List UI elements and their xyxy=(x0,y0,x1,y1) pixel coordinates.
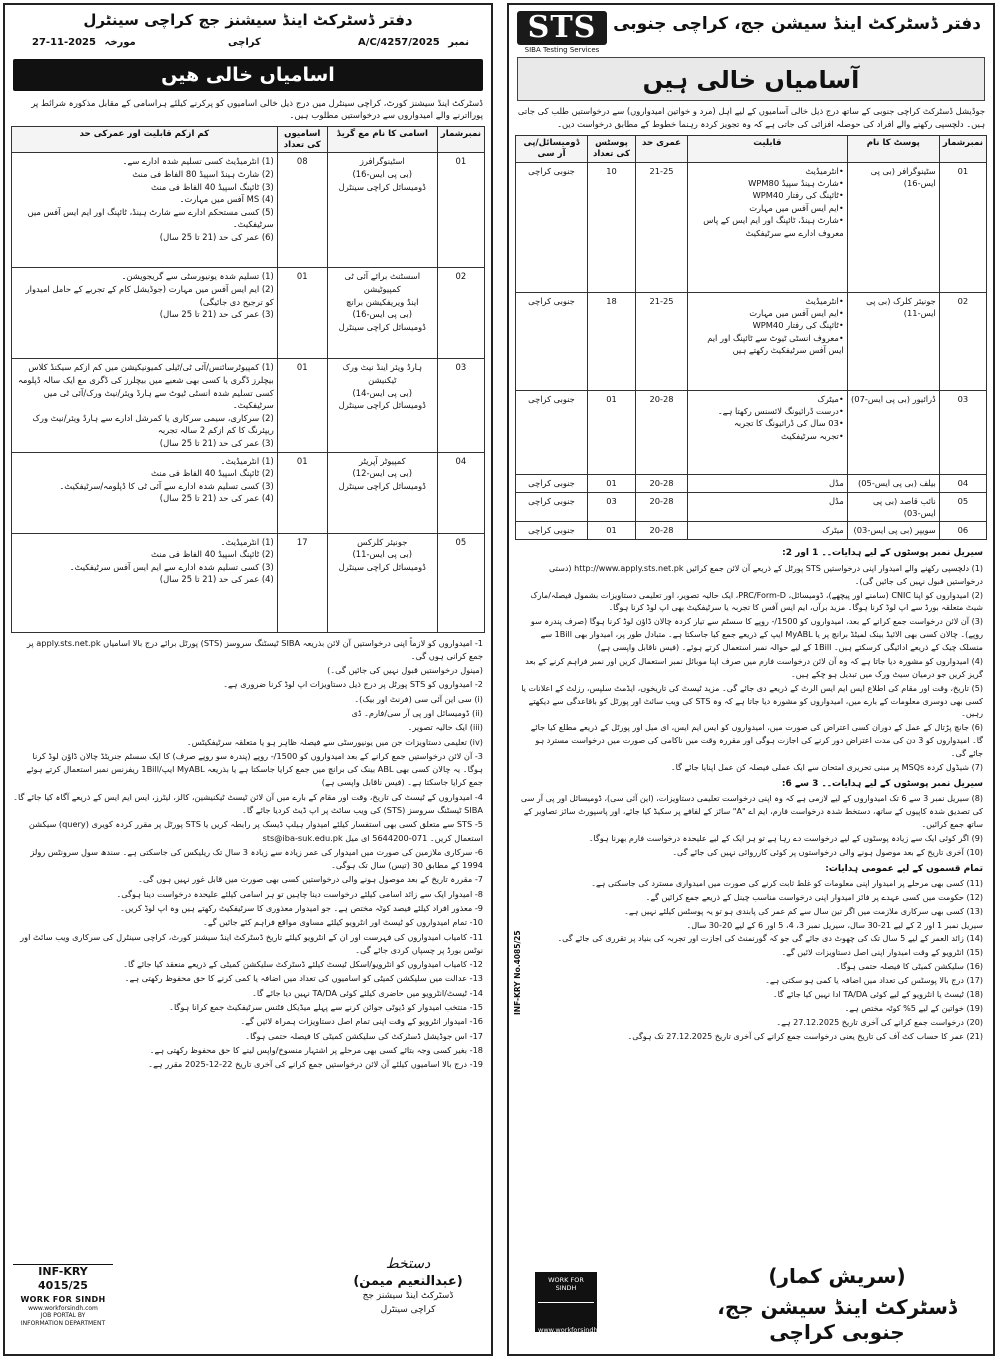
requirements-cell xyxy=(12,153,278,268)
post-cell: سویپر (بی پی ایس-03) xyxy=(847,522,939,540)
qualification-line: •ٹائپنگ کی رفتار WPM40 xyxy=(752,320,844,331)
instruction-item: 5- STS سے متعلق کسی بھی استفسار کیلئے امیدوار ہیلپ ڈیسک پر رابطہ کریں یا STS پورٹل پر مقرر کردہ کویری (query) سیکشن استعمال کریں۔ 071-5644200 ای میل sts@iba-suk.edu.pk xyxy=(28,819,483,843)
instruction-item: 16- امیدوار انٹرویو کے وقت اپنی تمام اصل دستاویزات ہمراہ لائیں گے۔ xyxy=(240,1016,483,1027)
post-line: ڈومیسائل کراچی سینٹرل xyxy=(338,400,426,411)
signatory-designation-1: ڈسٹرکٹ اینڈ سیشنز جج xyxy=(362,1291,454,1302)
signature-block xyxy=(333,1256,483,1317)
signatory-name: (سریش کمار) xyxy=(768,1264,906,1288)
instruction-item: (13) کسی بھی سرکاری ملازمت میں اگر تین سال سے کم عمر کی پابندی ہو تو یہ پوسٹس کیلئے نہیں ہے۔ xyxy=(624,906,983,916)
instruction-item: (6) جانچ پڑتال کے عمل کے دوران کسی اعتراض کی صورت میں، امیدواروں کو ایس ایم ایس، ای میل اور پورٹل کے ذریعے مطلع کیا جائے گا۔ امیدواروں کو 3 دن کی مدت اعتراض دور کرنے کی اجازت ہوگی اور مقررہ وقت میں ناکامی کی صورت میں درخواست مسترد ہو جائے گی۔ xyxy=(530,723,983,759)
qualification-line: •شارٹ ہینڈ، ٹائپنگ اور ایم ایس کے پاس معروف ادارے سے سرٹیفکیٹ xyxy=(703,215,844,238)
post-cell xyxy=(327,359,437,452)
post-line: (بی پی ایس-12) xyxy=(352,468,413,479)
age-cell: 20-28 xyxy=(636,474,688,492)
requirement-line: (1) تسلیم شدہ یونیورسٹی سے گریجویشن۔ xyxy=(121,271,274,282)
requirement-line: (4) عمر کی حد (21 تا 25 سال) xyxy=(159,493,274,504)
instruction-item: (i) سی این آئی سی (فرنٹ اور بیک)۔ xyxy=(354,693,483,704)
signature-block xyxy=(687,1264,987,1345)
instruction-section-title: سیریل نمبر پوسٹوں کے لیے ہدایات۔۔ 3 سے 6: xyxy=(781,778,983,789)
instruction-item: 10- تمام امیدواروں کو ٹیسٹ اور انٹرویو کیلئے مساوی مواقع فراہم کئے جائیں گے۔ xyxy=(203,917,483,928)
instruction-item: (1) دلچسپی رکھنے والے امیدوار اپنی درخواستیں STS پورٹل کے ذریعے آن لائن جمع کرائیں http://www.apply.sts.net.pk (دستی درخواستیں قبول نہیں کی جائیں گی)۔ xyxy=(548,563,983,586)
header-posts: پوسٹس کی تعداد xyxy=(588,136,636,162)
instruction-item: 6- سرکاری ملازمین کی صورت میں امیدوار کی عمر زیادہ سے زیادہ 3 سال تک ریلیکس کی جاسکتی ہے۔ سندھ سول سرونٹس رولز 1994 کے مطابق 30 (تیس) سال تک ہوگی۔ xyxy=(30,846,483,871)
qualification-line: •انٹرمیڈیٹ xyxy=(805,295,844,306)
header-qualification: قابلیت xyxy=(688,136,848,162)
city: کراچی xyxy=(228,36,261,48)
instruction-section-title: تمام قسموں کے لیے عمومی ہدایات: xyxy=(825,863,983,874)
instruction-item: 18- بغیر کسی وجہ بتائے کسی بھی مرحلے پر اشتہار منسوخ/واپس لینے کا حق محفوظ رکھتی ہے۔ xyxy=(149,1044,483,1055)
posts-cell: 10 xyxy=(588,162,636,292)
qualification-line: میٹرک xyxy=(822,525,844,536)
instruction-item: 8- امیدوار ایک سے زائد اسامی کیلئے درخواست دینا چاہیں تو ہر اسامی کیلئے علیحدہ درخواست دینا ہوگی۔ xyxy=(116,888,483,899)
instruction-item: (iv) تعلیمی دستاویزات جن میں یونیورسٹی سے فیصلہ ظاہر ہو یا متعلقہ سرٹیفکیٹس۔ xyxy=(186,736,483,747)
age-cell: 21-25 xyxy=(636,162,688,292)
serial-cell: 05 xyxy=(437,533,484,632)
serial-cell: 01 xyxy=(939,162,986,292)
age-cell: 20-28 xyxy=(636,492,688,522)
post-line: ڈومیسائل کراچی سینٹرل xyxy=(338,561,426,572)
requirements-cell xyxy=(12,359,278,452)
table-row xyxy=(12,359,485,452)
inf-code: INF-KRY 4015/25 xyxy=(13,1264,113,1293)
requirement-line: (5) کسی مستحکم ادارے سے شارٹ ہینڈ، ٹائپنگ اور ایم ایس آفس میں سرٹیفکیٹ۔ xyxy=(27,206,274,230)
date-group xyxy=(27,37,136,50)
instruction-item: (8) سیریل نمبر 3 سے 6 تک امیدواروں کے لیے لازمی ہے کہ وہ اپنی درخواست تعلیمی دستاویزات، (این آئی سی)، ڈومیسائل اور پی آر سی کی تصدیق شدہ کاپیوں کے ساتھ، دستخط شدہ درخواست فارم، ایم اے "A" سائز کے لفافے پر سکیڈ کیا جائے، اور پاسپورٹ سائز تصاویر کے ساتھ جمع کرائیں۔ xyxy=(520,794,983,829)
instruction-item: (5) تاریخ، وقت اور مقام کی اطلاع ایس ایم ایس الرٹ کے ذریعے دی جائے گی۔ مزید ٹیسٹ کی تاریخوں، ایڈمٹ سلپس، رزلٹ کے اعلانات یا کسی بھی دوسری معلومات کے بارے میں، امیدواروں کو مشورہ دیا جاتا ہے کہ وہ STS کی ویب سائٹ اور پورٹل کو باقاعدگی سے دیکھتے رہیں۔ xyxy=(521,683,983,719)
post-cell xyxy=(327,268,437,359)
qualification-line: •معروف انسٹی ٹیوٹ سے ٹائپنگ اور ایم ایس آفس سرٹیفکیٹ رکھتے ہیں xyxy=(707,332,844,356)
instruction-item: (20) درخواست جمع کرانے کی آخری تاریخ 27.12.2025 ہے۔ xyxy=(776,1017,983,1027)
header-serial: نمبرشمار xyxy=(437,126,484,152)
instruction-item: (12) حکومت میں کسی عہدے پر فائز امیدوار اپنی درخواست مناسب چینل کے ذریعے جمع کرائیں گے۔ xyxy=(645,892,983,902)
ref-group xyxy=(353,37,469,50)
qualification-line: •درست ڈرائیونگ لائسنس رکھتا ہے۔ xyxy=(717,405,844,416)
requirement-line: (3) کسی تسلیم شدہ ادارے سے ایم ایس آفس سرٹیفکیٹ۔ xyxy=(69,561,274,572)
header-requirements: کم ازکم قابلیت اور عمرکی حد xyxy=(12,126,278,152)
requirement-line: (1) انٹرمیڈیٹ کسی تسلیم شدہ ادارے سے۔ xyxy=(122,156,274,167)
serial-cell: 04 xyxy=(437,452,484,533)
date-value: 27-11-2025 xyxy=(32,36,96,48)
central-court-advertisement xyxy=(3,3,493,1356)
serial-cell: 02 xyxy=(939,292,986,390)
requirement-line: (2) ٹائپنگ اسپیڈ 40 الفاظ فی منٹ xyxy=(151,549,274,560)
vacancies-banner-box xyxy=(517,57,985,101)
table-row xyxy=(12,268,485,359)
post-line: اسٹینوگرافرز xyxy=(359,156,405,167)
qualification-line: •ایم ایس آفس میں مہارت xyxy=(749,202,844,213)
instruction-item: 11- کامیاب امیدواروں کی فہرست اور ان کے انٹرویو کیلئے تاریخ ڈسٹرکٹ اینڈ سیشنز کورٹ، کراچی سینٹرل کی سرکاری ویب سائٹ اور نوٹس بورڈ پر چسپاں کردی جائے گی۔ xyxy=(20,931,483,955)
south-court-advertisement xyxy=(507,3,995,1356)
ref-label: نمبر xyxy=(448,36,469,48)
qualification-line: مڈل xyxy=(828,477,844,488)
post-cell: نائب قاصد (بی پی ایس-03) xyxy=(847,492,939,522)
post-line: (بی پی ایس-11) xyxy=(352,549,413,560)
count-cell: 17 xyxy=(277,533,327,632)
serial-cell: 03 xyxy=(437,359,484,452)
signatory-designation: ڈسٹرکٹ اینڈ سیشن جج، جنوبی کراچی xyxy=(717,1295,957,1344)
domicile-cell: جنوبی کراچی xyxy=(516,522,588,540)
table-row xyxy=(516,162,987,292)
sts-logo xyxy=(517,11,607,55)
instruction-item: (3) آن لائن درخواست جمع کرانے کے بعد، امیدواروں کو 1500/- روپے کا سسٹم سے تیار کردہ چالان ڈاؤن لوڈ کرنا ہوگا (صرف پندرہ سو روپے)۔ چالان کسی بھی الائیڈ بینک لمیٹڈ برانچ پر یا MyABL ایپ کے ذریعے جمع کیا جاسکتا ہے۔ متبادل طور پر، امیدوار بھی 1Bill سے منسلک چیک کے ذریعے ادائیگی کرسکتے ہیں۔ 1Bill کے لیے حوالہ نمبر استعمال کرتے ہوئے۔ (فیس ناقابل واپسی ہے) xyxy=(530,617,983,653)
right-header xyxy=(509,5,993,57)
side-code: INF-KRY No.4085/25 xyxy=(513,930,522,1015)
post-line: ڈومیسائل کراچی سینٹرل xyxy=(338,181,426,192)
requirement-line: (3) عمر کی حد (21 تا 25 سال) xyxy=(159,309,274,320)
instruction-item: (2) امیدواروں کو اپنا CNIC (سامنے اور پیچھے)، ڈومیسائل، PRC/Form-D، ایک حالیہ تصویر، اور تعلیمی دستاویزات بشمول فیصلہ/مارک شیٹ متعلقہ بورڈ سے اپ لوڈ کرنا ہوگا۔ مزید برآں، ایم ایس آفس کا تجربہ یا سرٹیفکیٹ بھی اپ لوڈ کرنا ہوگا۔ xyxy=(530,590,983,613)
vacancies-banner: اسامیاں خالی ھیں xyxy=(13,59,483,91)
sts-logo-text: STS xyxy=(517,11,607,45)
ad-title: دفتر ڈسٹرکٹ اینڈ سیشنز جج کراچی سینٹرل xyxy=(83,11,413,29)
table-header-row xyxy=(516,136,987,162)
instruction-item: 17- اس جوڈیشل ڈسٹرکٹ کی سلیکشن کمیٹی کا فیصلہ حتمی ہوگا۔ xyxy=(245,1030,483,1041)
post-line: جونیئر کلرکس xyxy=(357,536,408,547)
right-footer xyxy=(515,1262,987,1350)
signatory-name: (عبدالنعیم میمن) xyxy=(353,1274,463,1289)
post-line: کمپیوٹر آپریٹر xyxy=(358,455,406,466)
requirement-line: (2) ایم ایس آفس میں مہارت (جوڈیشل کام کے تجربے کے حامل امیدوار کو ترجیح دی جائیگی) xyxy=(25,283,274,307)
instruction-item: (14) زائد العمر کے لیے 5 سال تک کی چھوٹ دی جائے گی جو کہ گورنمنٹ کی اجازت اور تجربہ کی بنیاد پر تقرری کی جائے گی۔ xyxy=(557,934,983,944)
age-cell: 20-28 xyxy=(636,390,688,474)
vacancy-table xyxy=(515,135,987,540)
post-line: ڈومیسائل کراچی سینٹرل xyxy=(338,321,426,332)
age-cell: 21-25 xyxy=(636,292,688,390)
requirement-line: (2) ٹائپنگ اسپیڈ 40 الفاظ فی منٹ xyxy=(151,468,274,479)
instruction-item: (7) شیڈول کردہ MSQs پر مبنی تحریری امتحان سے ایک عملی فیصلہ کن عمل اپنایا جائے گا۔ xyxy=(670,762,983,772)
requirement-line: (4) MS آفس میں مہارت۔ xyxy=(179,194,274,205)
header-count: اسامیوں کی تعداد xyxy=(277,126,327,152)
post-line: اسسٹنٹ برائے آئی ٹی کمپیوٹیشن xyxy=(344,271,421,294)
instruction-item: 19- درج بالا اسامیوں کیلئے آن لائن درخواستیں جمع کرانے کی آخری تاریخ 22-12-2025 مقرر ہے۔ xyxy=(148,1059,483,1070)
requirement-line: (2) سرکاری، سیمی سرکاری یا کمرشل ادارے سے ہارڈ ویئر/نیٹ ورک ریپئرنگ کا کم ازکم 2 سالہ تجربہ xyxy=(32,412,274,436)
serial-cell: 01 xyxy=(437,153,484,268)
qualification-line: •ٹائپنگ کی رفتار WPM40 xyxy=(752,190,844,201)
header-post: پوسٹ کا نام xyxy=(847,136,939,162)
qualification-cell xyxy=(688,474,848,492)
post-cell xyxy=(327,452,437,533)
qualification-cell xyxy=(688,390,848,474)
posts-cell: 18 xyxy=(588,292,636,390)
qualification-cell xyxy=(688,292,848,390)
requirement-line: (6) عمر کی حد (21 تا 25 سال) xyxy=(159,232,274,243)
wfs-qr-mark xyxy=(538,1302,594,1326)
instruction-item: 7- مقررہ تاریخ کے بعد موصول ہونے والی درخواستیں کسی بھی صورت میں قابل غور نہیں ہوں گی۔ xyxy=(138,874,483,885)
domicile-cell: جنوبی کراچی xyxy=(516,390,588,474)
wfs-sub-2: INFORMATION DEPARTMENT xyxy=(20,1319,106,1327)
instruction-item: 9- معذور افراد کیلئے فیصد کوٹہ مختص ہے۔ جو امیدوار معذوری کا سرٹیفکیٹ رکھتے ہیں وہ اپ لوڈ کریں۔ xyxy=(120,902,483,913)
requirement-line: (1) انٹرمیڈیٹ۔ xyxy=(220,536,274,547)
wfs-url: www.workforsindh.com xyxy=(28,1304,98,1312)
serial-cell: 03 xyxy=(939,390,986,474)
age-cell: 20-28 xyxy=(636,522,688,540)
posts-cell: 01 xyxy=(588,522,636,540)
instruction-item: 2- امیدواروں کو STS پورٹل پر درج ذیل دستاویزات اپ لوڈ کرنا ضروری ہے۔ xyxy=(223,679,483,690)
posts-cell: 03 xyxy=(588,492,636,522)
instruction-item: 15- منتخب امیدوار کو ڈیوٹی جوائن کرنے سے پہلے میڈیکل فٹنس سرٹیفکیٹ جمع کرانا ہوگا۔ xyxy=(169,1001,483,1012)
instruction-item: (15) انٹرویو کے وقت امیدوار اپنی اصل دستاویزات لائیں گے۔ xyxy=(781,948,983,958)
table-row xyxy=(12,533,485,632)
instruction-item: (iii) ایک حالیہ تصویر۔ xyxy=(407,722,483,733)
post-line: (بی پی ایس-16) xyxy=(352,309,413,320)
table-row xyxy=(516,492,987,522)
domicile-cell: جنوبی کراچی xyxy=(516,492,588,522)
table-row xyxy=(12,452,485,533)
left-footer xyxy=(13,1256,483,1348)
post-cell: سٹینوگرافر (بی پی ایس-16) xyxy=(847,162,939,292)
header-age: عمری حد xyxy=(636,136,688,162)
serial-cell: 06 xyxy=(939,522,986,540)
header-domicile: ڈومیسائل/پی آر سی xyxy=(516,136,588,162)
posts-cell: 01 xyxy=(588,474,636,492)
requirement-line: (1) انٹرمیڈیٹ۔ xyxy=(220,455,274,466)
posts-cell: 01 xyxy=(588,390,636,474)
qualification-line: •انٹرمیڈیٹ xyxy=(805,165,844,176)
table-row xyxy=(516,522,987,540)
requirements-cell xyxy=(12,533,278,632)
instruction-item: (16) سلیکشن کمیٹی کا فیصلہ حتمی ہوگا۔ xyxy=(835,962,983,972)
instructions xyxy=(509,540,993,1043)
work-for-sindh-logo: WORK FOR SINDH xyxy=(20,1294,106,1304)
header-post: اسامی کا نام مع گریڈ xyxy=(327,126,437,152)
instruction-item: 3- آن لائن درخواستیں جمع کرانے کے بعد امیدواروں کو 1500/- روپے (پندرہ سو روپے صرف) کا ایک سسٹم جنریٹڈ چالان ڈاؤن لوڈ کرنا ہوگا۔ یہ چالان کسی بھی ABL بینک کی برانچ میں جمع کرایا جاسکتا ہے یا بذریعہ MyABL ایپ/1Bill ریفرنس نمبر استعمال کرتے ہوئے جمع کرایا جاسکتا ہے۔ (فیس ناقابل واپسی ہے) xyxy=(26,750,483,788)
instruction-item: 12- کامیاب امیدواروں کو انٹرویو/اسکل ٹیسٹ کیلئے ڈسٹرکٹ سلیکشن کمیٹی کے ذریعے منعقد کیا جائے گا۔ xyxy=(123,959,483,970)
header-serial: نمبرشمار xyxy=(939,136,986,162)
instructions xyxy=(5,633,491,1072)
post-cell xyxy=(327,153,437,268)
requirement-line: (3) کسی تسلیم شدہ ادارے سے آئی ٹی کا ڈپلومہ/سرٹیفکیٹ۔ xyxy=(59,480,274,491)
instruction-item: 1- امیدواروں کو لازماً اپنی درخواستیں آن لائن بذریعہ SIBA ٹیسٹنگ سروسز (STS) پورٹل برائے درج بالا اسامیاں apply.sts.net.pk پر جمع کرانی ہوں گی۔ xyxy=(26,637,483,661)
wfs-sub-1: JOB PORTAL BY xyxy=(40,1312,86,1319)
domicile-cell: جنوبی کراچی xyxy=(516,474,588,492)
qualification-cell xyxy=(688,492,848,522)
signature-scribble: دستخط xyxy=(385,1256,431,1272)
count-cell: 01 xyxy=(277,359,327,452)
table-row xyxy=(516,474,987,492)
post-cell: جونیئر کلرک (بی پی ایس-11) xyxy=(847,292,939,390)
instruction-item: (17) درج بالا پوسٹس کی تعداد میں اضافہ یا کمی ہو سکتی ہے۔ xyxy=(765,976,983,986)
instruction-item: (مینول درخواستیں قبول نہیں کی جائیں گی۔) xyxy=(327,665,483,676)
instruction-item: (9) اگر کوئی ایک سے زیادہ پوسٹوں کے لیے درخواست دے رہا ہے تو ہر ایک کے لیے علیحدہ درخواست فارم بھرنا ہوگا۔ xyxy=(588,833,983,843)
vacancy-table-wrap xyxy=(509,135,993,540)
intro-text: جوڈیشل ڈسٹرکٹ کراچی جنوبی کے ساتھ درج ذیل خالی آسامیوں کے لیے اہل (مرد و خواتین امیدواروں) سے درخواستیں طلب کی جاتی ہیں۔ دلچسپی رکھنے والے افراد کی حوصلہ افزائی کی جاتی ہے کہ وہ تجویز کردہ رہنما خطوط کے مطابق درخواست دیں۔ xyxy=(517,106,985,130)
reference-line xyxy=(5,33,491,53)
wfs-logo-text: WORK FOR SINDH xyxy=(548,1276,584,1293)
post-line: (بی پی ایس-14) xyxy=(352,387,413,398)
table-header-row xyxy=(12,126,485,152)
domicile-cell: جنوبی کراچی xyxy=(516,162,588,292)
inf-box xyxy=(13,1264,113,1327)
post-cell: بیلف (بی پی ایس-05) xyxy=(847,474,939,492)
qualification-line: •تجربہ سرٹیفکیٹ xyxy=(781,430,844,441)
vacancy-table-wrap xyxy=(5,126,491,633)
requirement-line: (3) ٹائپنگ اسپیڈ 40 الفاظ فی منٹ xyxy=(151,181,274,192)
instruction-item: 4- امیدواروں کے ٹیسٹ کی تاریخ، وقت اور مقام کے بارے میں آن لائن ٹیسٹ ٹیکنیشین، کالز، لیٹرز، ایس ایم ایس کے ذریعے آگاہ کیا جائے گا۔ SIBA ٹیسٹنگ سروسز (STS) کی ویب سائٹ پر اپ ڈیٹ کردیا جائے گا۔ xyxy=(13,791,483,816)
qualification-line: •ایم ایس آفس میں مہارت xyxy=(749,307,844,318)
requirements-cell xyxy=(12,452,278,533)
instruction-item: (ii) ڈومیسائل اور پی آر سی/فارم۔ ڈی xyxy=(351,708,483,719)
requirement-line: (3) عمر کی حد (21 تا 25 سال) xyxy=(159,438,274,449)
table-row xyxy=(516,390,987,474)
instruction-item: 13- عدالت میں سلیکشن کمیٹی کو اسامیوں کی تعداد میں اضافہ یا کمی کرنے کا حق محفوظ رکھتی ہے۔ xyxy=(124,973,483,984)
post-line: اینڈ ویریفکیشن برانچ xyxy=(346,296,419,307)
instruction-item: (18) ٹیسٹ یا انٹرویو کے لیے کوئی TA/DA ادا نہیں کیا جائے گا۔ xyxy=(772,989,983,999)
post-cell xyxy=(327,533,437,632)
intro-text: ڈسٹرکٹ اینڈ سیشنز کورٹ، کراچی سینٹرل میں درج ذیل خالی اسامیوں کو پرکرنے کیلئے ہراسامی کے مقابل مذکورہ شرائط پر پورااترنے والے امیدواروں سے درخواستیں مطلوب ہیں۔ xyxy=(31,99,483,122)
post-line: ڈومیسائل کراچی سینٹرل xyxy=(338,480,426,491)
requirement-line: (2) شارٹ ہینڈ اسپیڈ 80 الفاظ فی منٹ xyxy=(132,168,274,179)
qualification-cell xyxy=(688,522,848,540)
requirements-cell xyxy=(12,268,278,359)
domicile-cell: جنوبی کراچی xyxy=(516,292,588,390)
serial-cell: 04 xyxy=(939,474,986,492)
date-label: مورخہ xyxy=(104,36,136,48)
vacancy-table xyxy=(11,126,485,633)
qualification-line: •03 سال کی ڈرائیونگ کا تجربہ xyxy=(734,418,844,429)
qualification-line: •میٹرک xyxy=(817,393,844,404)
post-line: (بی پی ایس-16) xyxy=(352,168,413,179)
table-row xyxy=(12,153,485,268)
count-cell: 01 xyxy=(277,452,327,533)
count-cell: 08 xyxy=(277,153,327,268)
instruction-section-title: سیریل نمبر پوسٹوں کے لیے ہدایات۔۔ 1 اور 2: xyxy=(782,548,983,559)
vacancies-banner: آسامیاں خالی ہیں xyxy=(642,66,860,94)
qualification-line: •شارٹ ہینڈ سپیڈ WPM80 xyxy=(748,177,844,188)
post-line: ہارڈ ویئر اینڈ نیٹ ورک ٹیکنیشن xyxy=(342,362,423,385)
qualification-line: مڈل xyxy=(828,495,844,506)
serial-cell: 05 xyxy=(939,492,986,522)
requirement-line: (1) کمپیوٹرسائنس/آئی ٹی/ٹیلی کمیونیکیشن میں کم ازکم سیکنڈ کلاس بیچلرز ڈگری یا کسی بھی شعبے میں بیچلرز کی ڈگری مع ایک سالہ ڈپلومہ کسی تسلیم شدہ انسٹی ٹیوٹ سے ہارڈ ویئر/نیٹ ورک/آئی ٹی میں سرٹیفکیٹ۔ xyxy=(17,362,274,411)
instruction-item: (19) خواتین کے لیے 5% کوٹہ مختص ہے۔ xyxy=(844,1003,983,1013)
table-row xyxy=(516,292,987,390)
qualification-cell xyxy=(688,162,848,292)
instruction-item: (4) امیدواروں کو مشورہ دیا جاتا ہے کہ وہ آن لائن درخواست فارم میں صرف اپنا موبائل نمبر استعمال کریں اور نمبر فراہم کرنے کے بعد گریز کریں جو درمیان سیٹ ورک میں تبدیل ہو چکے ہیں۔ xyxy=(525,656,983,679)
signatory-designation-2: کراچی سینٹرل xyxy=(380,1304,436,1315)
wfs-url: www.workforsindh.com xyxy=(538,1326,614,1335)
instruction-item: (21) عمر کا حساب کٹ آف کی تاریخ یعنی درخواست جمع کرانے کی آخری تاریخ 27.12.2025 تک ہوگی۔ xyxy=(627,1031,983,1041)
requirement-line: (4) عمر کی حد (21 تا 25 سال) xyxy=(159,574,274,585)
instruction-item: سیریل نمبر 1 اور 2 کے لیے 21-30 سال، سیریل نمبر 3، 4، 5 اور 6 کے لیے 20-30 سال۔ xyxy=(686,920,983,930)
count-cell: 01 xyxy=(277,268,327,359)
instruction-item: (10) آخری تاریخ کے بعد موصول ہونے والی درخواستوں پر کوئی کارروائی نہیں کی جائے گی۔ xyxy=(672,847,983,857)
instruction-item: (11) کسی بھی مرحلے پر امیدوار اپنی معلومات کو غلط ثابت کرنے کی صورت میں امیدواری مسترد کی جاسکتی ہے۔ xyxy=(591,878,983,888)
sts-logo-subtitle: SIBA Testing Services xyxy=(524,46,600,54)
post-cell: ڈرائیور (بی پی ایس-07) xyxy=(847,390,939,474)
ad-title: دفتر ڈسٹرکٹ اینڈ سیشن جج، کراچی جنوبی xyxy=(613,14,981,34)
serial-cell: 02 xyxy=(437,268,484,359)
work-for-sindh-logo xyxy=(535,1272,614,1335)
instruction-item: 14- ٹیسٹ/انٹرویو میں حاضری کیلئے کوئی TA/DA نہیں دیا جائے گا۔ xyxy=(252,987,483,998)
ref-no: A/C/4257/2025 xyxy=(358,36,440,48)
